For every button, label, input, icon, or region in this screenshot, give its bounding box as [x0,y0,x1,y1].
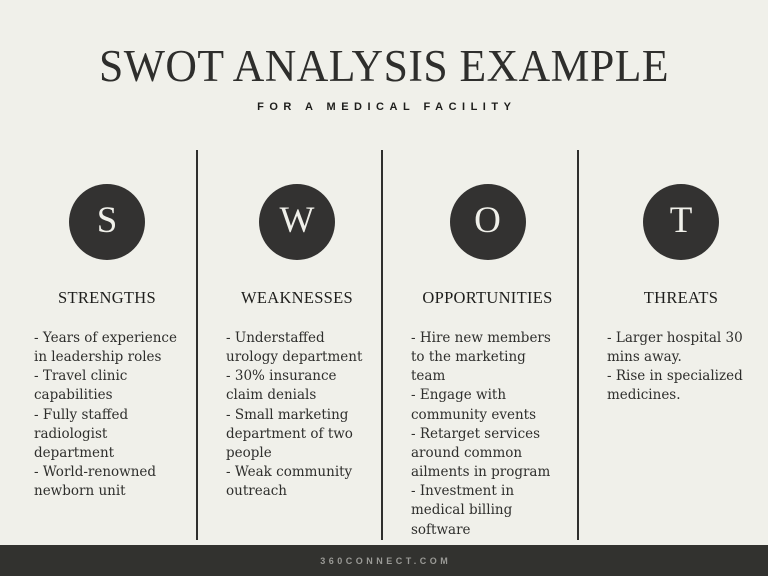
threats-letter: T [669,199,693,241]
page-title: SWOT ANALYSIS EXAMPLE [98,41,670,91]
list-item: - 30% insurance claim denials [226,368,337,404]
list-item: - Small marketing department of two people [226,406,353,461]
swot-grid [0,150,768,538]
list-item: - Hire new members to the marketing team [411,330,551,385]
strengths-letter-badge [69,184,145,260]
page-subtitle: FOR A MEDICAL FACILITY [257,100,517,113]
strengths-heading: STRENGTHS [58,288,156,307]
weaknesses-list [226,329,368,501]
list-item: - Engage with community events [411,387,536,423]
strengths-list [34,329,180,501]
footer-bar [0,545,768,576]
list-item: - Retarget services around common ailments in program [411,425,551,481]
weaknesses-letter-badge [259,184,335,260]
opportunities-letter-badge [450,184,526,260]
list-item: - Weak community outreach [226,464,353,500]
threats-list [607,329,755,406]
list-item: - Rise in specialized medicines. [607,368,743,404]
list-item: - Larger hospital 30 mins away. [607,330,743,366]
weaknesses-heading: WEAKNESSES [241,288,353,307]
column-opportunities [381,150,577,540]
weaknesses-letter: W [279,199,315,241]
list-item: - Investment in medical billing software [411,483,515,538]
threats-heading: THREATS [643,288,719,307]
opportunities-letter: O [474,199,501,241]
opportunities-heading: OPPORTUNITIES [422,288,553,307]
header [0,0,768,113]
list-item: - Fully staffed radiologist department [34,406,129,461]
list-item: - World-renowned newborn unit [34,464,157,500]
list-item: - Years of experience in leadership roles [34,330,177,366]
column-strengths [0,150,196,540]
footer-website: 360CONNECT.COM [320,555,452,566]
opportunities-list [411,329,564,540]
threats-letter-badge [643,184,719,260]
column-weaknesses [196,150,381,540]
column-threats [577,150,768,540]
list-item: - Understaffed urology department [226,330,363,366]
strengths-letter: S [96,199,118,241]
list-item: - Travel clinic capabilities [34,368,128,404]
